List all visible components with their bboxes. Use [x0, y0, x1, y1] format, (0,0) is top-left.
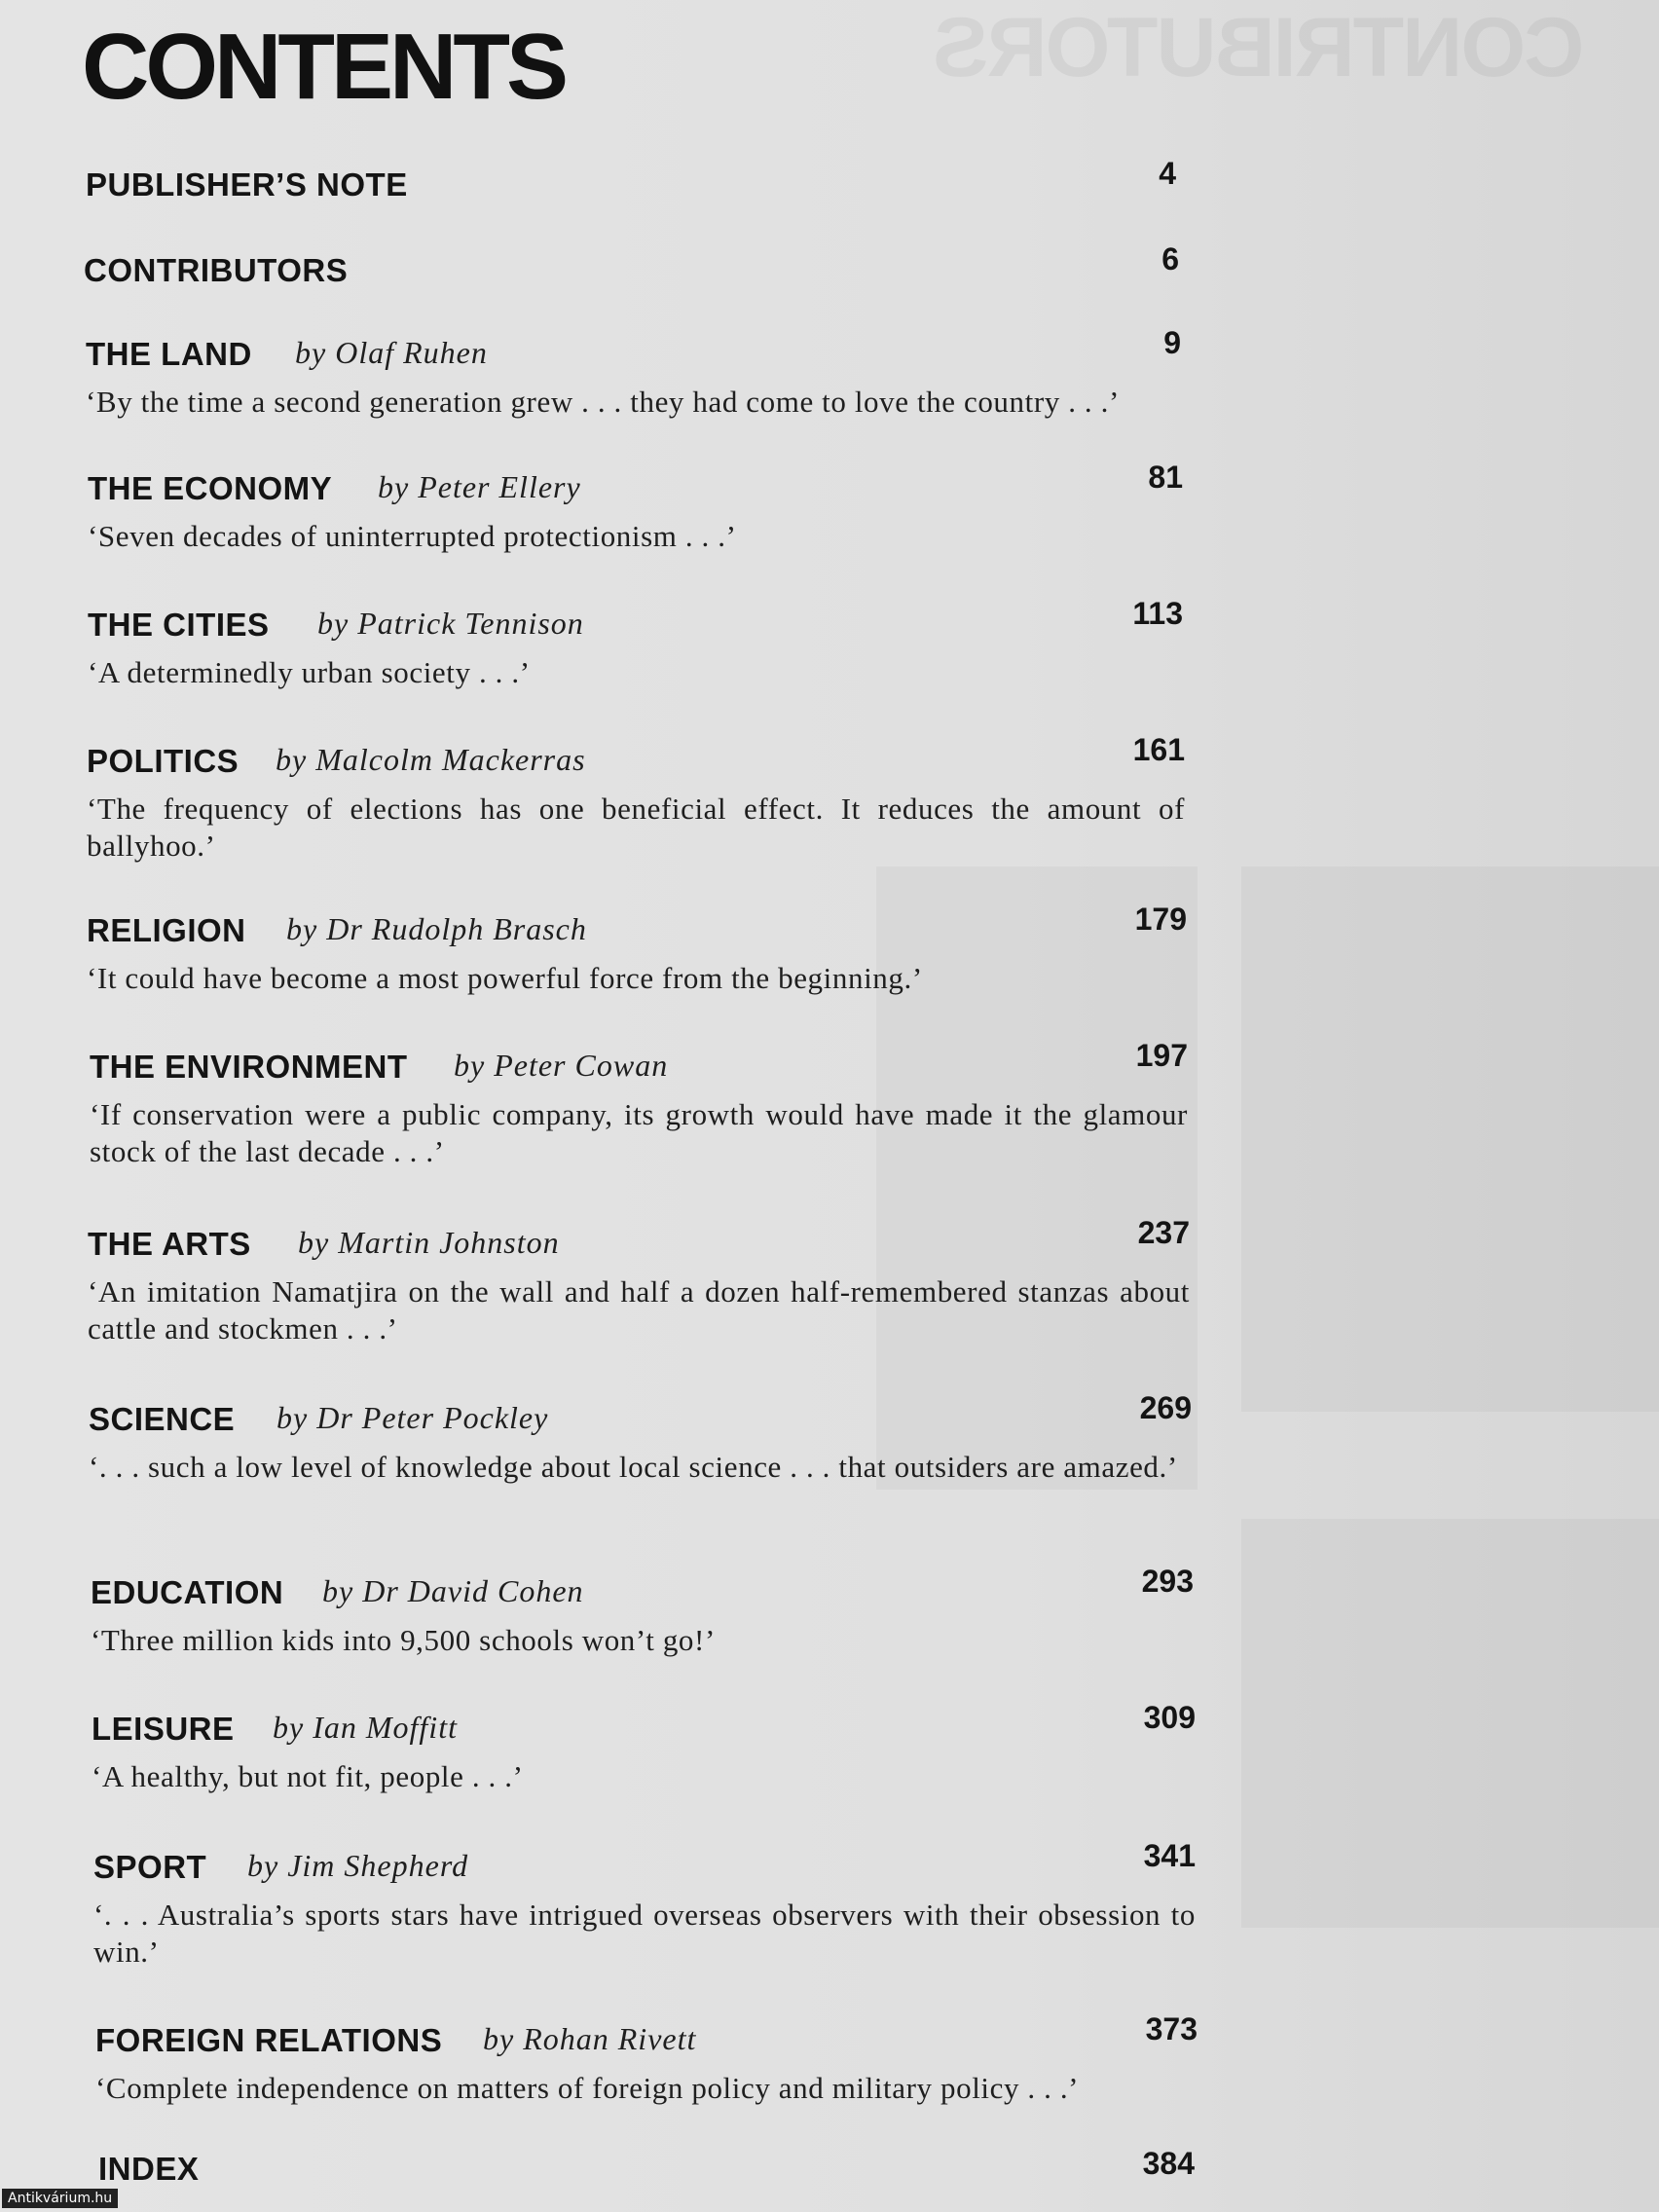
page-number: 384 [1142, 2146, 1195, 2181]
section-quote: ‘A determinedly urban society . . .’ [88, 655, 531, 689]
author-byline: by Dr David Cohen [322, 1573, 584, 1608]
section-quote: ‘. . . Australia’s sports stars have intrigued overseas observers with their obsession to win.’ [93, 1898, 1196, 1969]
section-title: PUBLISHER’S NOTE [86, 166, 408, 203]
section-title: CONTRIBUTORS [84, 252, 349, 288]
section-title: LEISURE [92, 1711, 235, 1747]
toc-entry[interactable] [88, 1215, 1190, 1347]
page-title: CONTENTS [82, 15, 565, 119]
toc-entry[interactable] [87, 902, 1187, 997]
section-quote: ‘The frequency of elections has one beneficial effect. It reduces the amount of ballyhoo.’ [87, 792, 1185, 863]
toc-entry[interactable] [90, 1038, 1188, 1170]
page-number: 269 [1139, 1390, 1192, 1425]
section-title: INDEX [98, 2151, 200, 2187]
author-byline: by Jim Shepherd [247, 1848, 469, 1883]
toc-entry[interactable] [86, 156, 1176, 214]
page-number: 341 [1143, 1838, 1196, 1873]
page-number: 4 [1159, 156, 1176, 191]
page-number: 161 [1132, 732, 1185, 767]
author-byline: by Dr Rudolph Brasch [286, 911, 587, 946]
author-byline: by Ian Moffitt [273, 1710, 458, 1745]
toc-entry[interactable] [86, 325, 1181, 421]
section-quote: ‘It could have become a most powerful force from the beginning.’ [87, 961, 923, 995]
toc-entry[interactable] [91, 1564, 1194, 1659]
show-through-text-block [1241, 1519, 1659, 1928]
page-number: 293 [1141, 1564, 1194, 1599]
section-quote: ‘Three million kids into 9,500 schools won’t go!’ [91, 1623, 716, 1657]
watermark-label: Antikvárium.hu [2, 2189, 118, 2208]
author-byline: by Peter Ellery [378, 469, 581, 504]
section-quote: ‘If conservation were a public company, its growth would have made it the glamour stock of the last decade . . .’ [90, 1097, 1188, 1168]
section-title: RELIGION [87, 912, 246, 948]
toc-entry[interactable] [84, 241, 1179, 300]
author-byline: by Martin Johnston [298, 1225, 560, 1260]
page-number: 197 [1135, 1038, 1188, 1073]
toc-entry[interactable] [88, 460, 1183, 555]
section-title: SCIENCE [89, 1401, 236, 1437]
show-through-text-block [1241, 866, 1659, 1412]
page-number: 9 [1163, 325, 1181, 360]
toc-entry[interactable] [88, 596, 1183, 691]
show-through-heading: CONTRIBUTORS [935, 1, 1585, 94]
section-quote: ‘Seven decades of uninterrupted protectionism . . .’ [88, 519, 737, 553]
page-number: 179 [1134, 902, 1187, 937]
section-quote: ‘By the time a second generation grew . . . they had come to love the country . . .’ [86, 385, 1120, 419]
author-byline: by Patrick Tennison [317, 606, 584, 641]
page-number: 113 [1132, 596, 1183, 631]
section-quote: ‘Complete independence on matters of foreign policy and military policy . . .’ [95, 2071, 1080, 2105]
toc-entry[interactable] [92, 1700, 1196, 1795]
author-byline: by Olaf Ruhen [295, 335, 488, 370]
section-quote: ‘A healthy, but not fit, people . . .’ [92, 1759, 524, 1793]
page-number: 237 [1137, 1215, 1190, 1250]
author-byline: by Malcolm Mackerras [276, 742, 586, 777]
author-byline: by Dr Peter Pockley [276, 1400, 549, 1435]
toc-entry[interactable] [89, 1390, 1192, 1486]
section-title: FOREIGN RELATIONS [95, 2022, 443, 2058]
section-quote: ‘An imitation Namatjira on the wall and half a dozen half-remembered stanzas about cattle and stockmen . . .’ [88, 1274, 1190, 1346]
section-title: THE ENVIRONMENT [90, 1049, 408, 1085]
toc-entry[interactable] [87, 732, 1185, 865]
page-number: 309 [1143, 1700, 1196, 1735]
section-quote: ‘. . . such a low level of knowledge about local science . . . that outsiders are amazed.’ [89, 1450, 1178, 1484]
section-title: THE ECONOMY [88, 470, 333, 506]
author-byline: by Peter Cowan [454, 1048, 669, 1083]
section-title: THE ARTS [88, 1226, 251, 1262]
section-title: THE CITIES [88, 607, 270, 643]
section-title: THE LAND [86, 336, 252, 372]
toc-entry[interactable] [93, 1838, 1196, 1971]
section-title: POLITICS [87, 743, 240, 779]
section-title: SPORT [93, 1849, 207, 1885]
section-title: EDUCATION [91, 1574, 284, 1610]
page-number: 6 [1161, 241, 1179, 276]
toc-entry[interactable] [95, 2011, 1198, 2107]
toc-entry[interactable] [98, 2140, 1195, 2198]
page-number: 81 [1148, 460, 1183, 495]
page-number: 373 [1145, 2011, 1198, 2046]
author-byline: by Rohan Rivett [483, 2021, 697, 2056]
